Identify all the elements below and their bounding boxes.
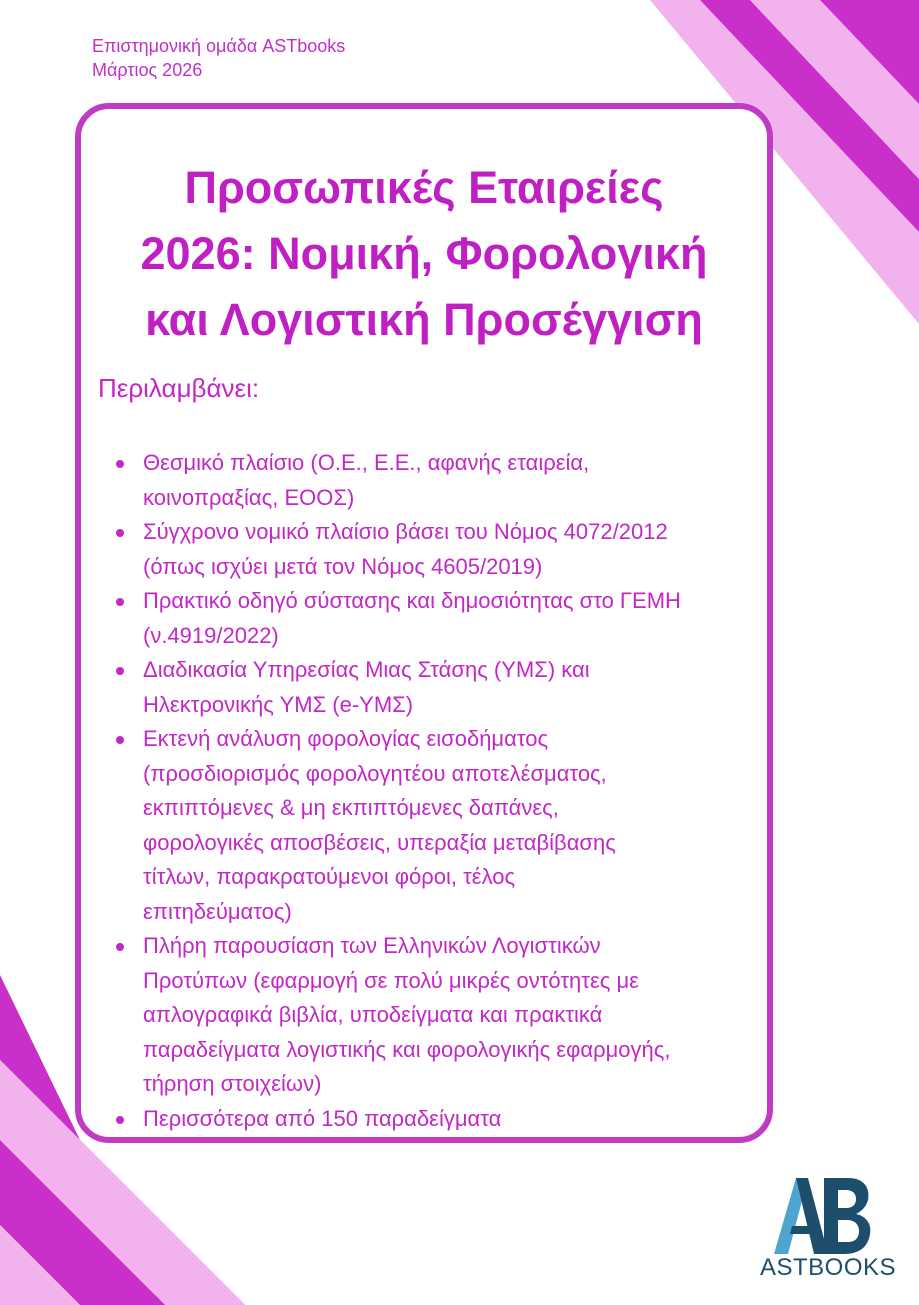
feature-item-legal-framework [111,515,751,584]
feature-line: απλογραφικά βιβλία, υποδείγματα και πρακτικά [143,1002,603,1027]
feature-line: (ν.4919/2022) [143,622,279,648]
date-label: Μάρτιος 2026 [92,60,203,80]
feature-line: Πρακτικό οδηγό σύστασης και δημοσιότητας στο ΓΕΜΗ [143,588,681,613]
logo-a-crossbar [790,1226,820,1234]
includes-label: Περιλαμβάνει: [98,373,260,403]
feature-line: Διαδικασία Υπηρεσίας Μιας Στάσης (ΥΜΣ) και [143,657,590,682]
feature-line: (προσδιορισμός φορολογητέου αποτελέσματος, [143,760,607,786]
logo-wordmark: ASTBOOKS [760,1254,897,1281]
logo-a-right-dark [796,1178,828,1254]
document-title [81,155,767,353]
feature-line: τίτλων, παρακρατούμενοι φόροι, τέλος [143,864,516,889]
feature-item-one-stop-shop [111,653,751,722]
feature-line: κοινοπραξίας, ΕΟΟΣ) [143,484,355,510]
title-line-1: Προσωπικές Εταιρείες [184,162,664,213]
team-label: Επιστημονική ομάδα ASTbooks [92,36,346,56]
feature-item-accounting-standards [111,929,751,1102]
features-list [111,446,751,1136]
feature-line: φορολογικές αποσβέσεις, υπεραξία μεταβίβασης [143,829,616,855]
feature-item-gemi-guide [111,584,751,653]
feature-line: Περισσότερα από 150 παραδείγματα [143,1105,502,1131]
feature-line: Ηλεκτρονικής ΥΜΣ (e-ΥΜΣ) [143,691,414,717]
feature-line: παραδείγματα λογιστικής και φορολογικής εφαρμογής, [143,1036,671,1062]
logo-b-shape [824,1178,870,1254]
feature-item-income-tax [111,722,751,929]
feature-line: Εκτενή ανάλυση φορολογίας εισοδήματος [143,726,549,751]
title-line-2: 2026: Νομική, Φορολογική [140,228,708,279]
astbooks-logo [760,1170,897,1288]
feature-line: Θεσμικό πλαίσιο (Ο.Ε., Ε.Ε., αφανής εταιρεία, [143,450,590,475]
feature-line: επιτηδεύματος) [143,898,292,924]
feature-item-institutional-framework [111,446,751,515]
feature-line: Σύγχρονο νομικό πλαίσιο βάσει του Νόμος 4072/2012 [143,519,668,544]
astbooks-logo-icon [770,1170,874,1256]
feature-item-examples [111,1102,751,1137]
feature-line: εκπιπτόμενες & μη εκπιπτόμενες δαπάνες, [143,795,559,820]
feature-line: (όπως ισχύει μετά τον Νόμος 4605/2019) [143,553,543,579]
document-header [92,34,345,82]
feature-line: Προτύπων (εφαρμογή σε πολύ μικρές οντότητες με [143,967,639,993]
title-line-3: και Λογιστική Προσέγγιση [145,294,703,345]
content-card [75,103,773,1143]
feature-line: Πλήρη παρουσίαση των Ελληνικών Λογιστικών [143,933,601,958]
feature-line: τήρηση στοιχείων) [143,1071,322,1096]
